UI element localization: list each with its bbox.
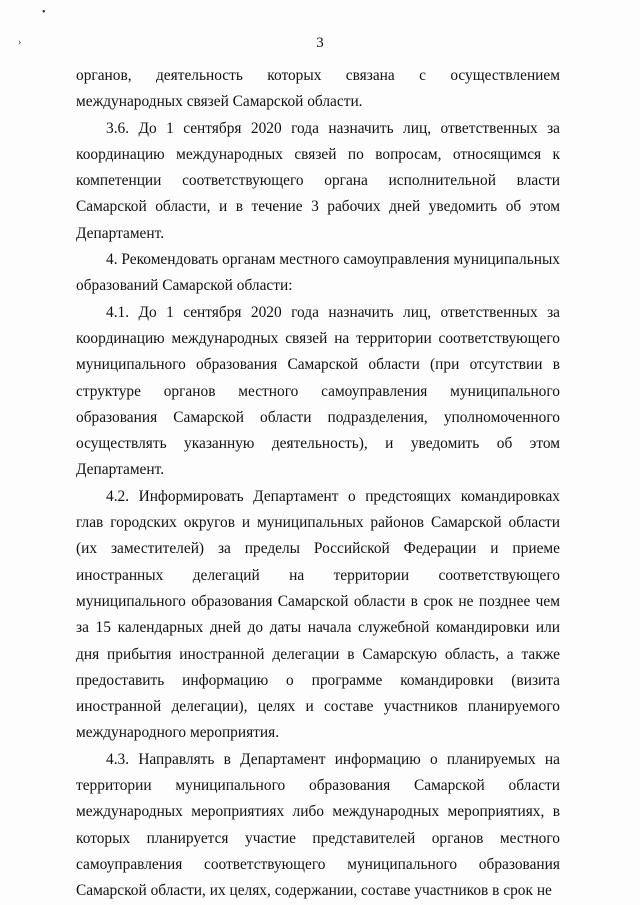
paragraph-4-3: 4.3. Направлять в Департамент информацию о планируемых на территории муниципального образования Самарской области международных мероприятиях либо международных мероприятиях, в которых планируется участие представителей органов местного самоуправления соответствующего муниципального образования Самарской области, их целях, содержании, составе участников в срок не xyxy=(76,750,560,900)
paragraph-4-2: 4.2. Информировать Департамент о предстоящих командировках глав городских округов и муниципальных районов Самарской области (их заместителей) за пределы Российской Федерации и приеме иностранных делегаций на территории соответствующего муниципального образования Самарской области в срок не позднее чем за 15 календарных дней до даты начала служебной командировки или дня прибытия иностранной делегации в Самарскую область, а также предоставить информацию о программе командировки (визита иностранной делегации), целях и составе участников планируемого международного мероприятия. xyxy=(76,487,560,742)
page-number: 3 xyxy=(316,35,324,51)
scan-speck-left: › xyxy=(18,37,22,48)
paragraph-continuation: органов, деятельность которых связана с осуществлением международных связей Самарской области. xyxy=(76,67,560,111)
paragraph-4: 4. Рекомендовать органам местного самоуправления муниципальных образований Самарской области: xyxy=(76,251,560,295)
document-body xyxy=(76,63,560,905)
scan-speck-top: • xyxy=(42,7,46,18)
paragraph-3-6: 3.6. До 1 сентября 2020 года назначить лиц, ответственных за координацию международных связей по вопросам, относящимся к компетенции соответствующего органа исполнительной власти Самарской области, и в течение 3 рабочих дней уведомить об этом Департамент. xyxy=(76,119,560,242)
paragraph-4-1: 4.1. До 1 сентября 2020 года назначить лиц, ответственных за координацию международных связей на территории соответствующего муниципального образования Самарской области (при отсутствии в структуре органов местного самоуправления муниципального образования Самарской области подразделения, уполномоченного осуществлять указанную деятельность), и уведомить об этом Департамент. xyxy=(76,303,560,479)
